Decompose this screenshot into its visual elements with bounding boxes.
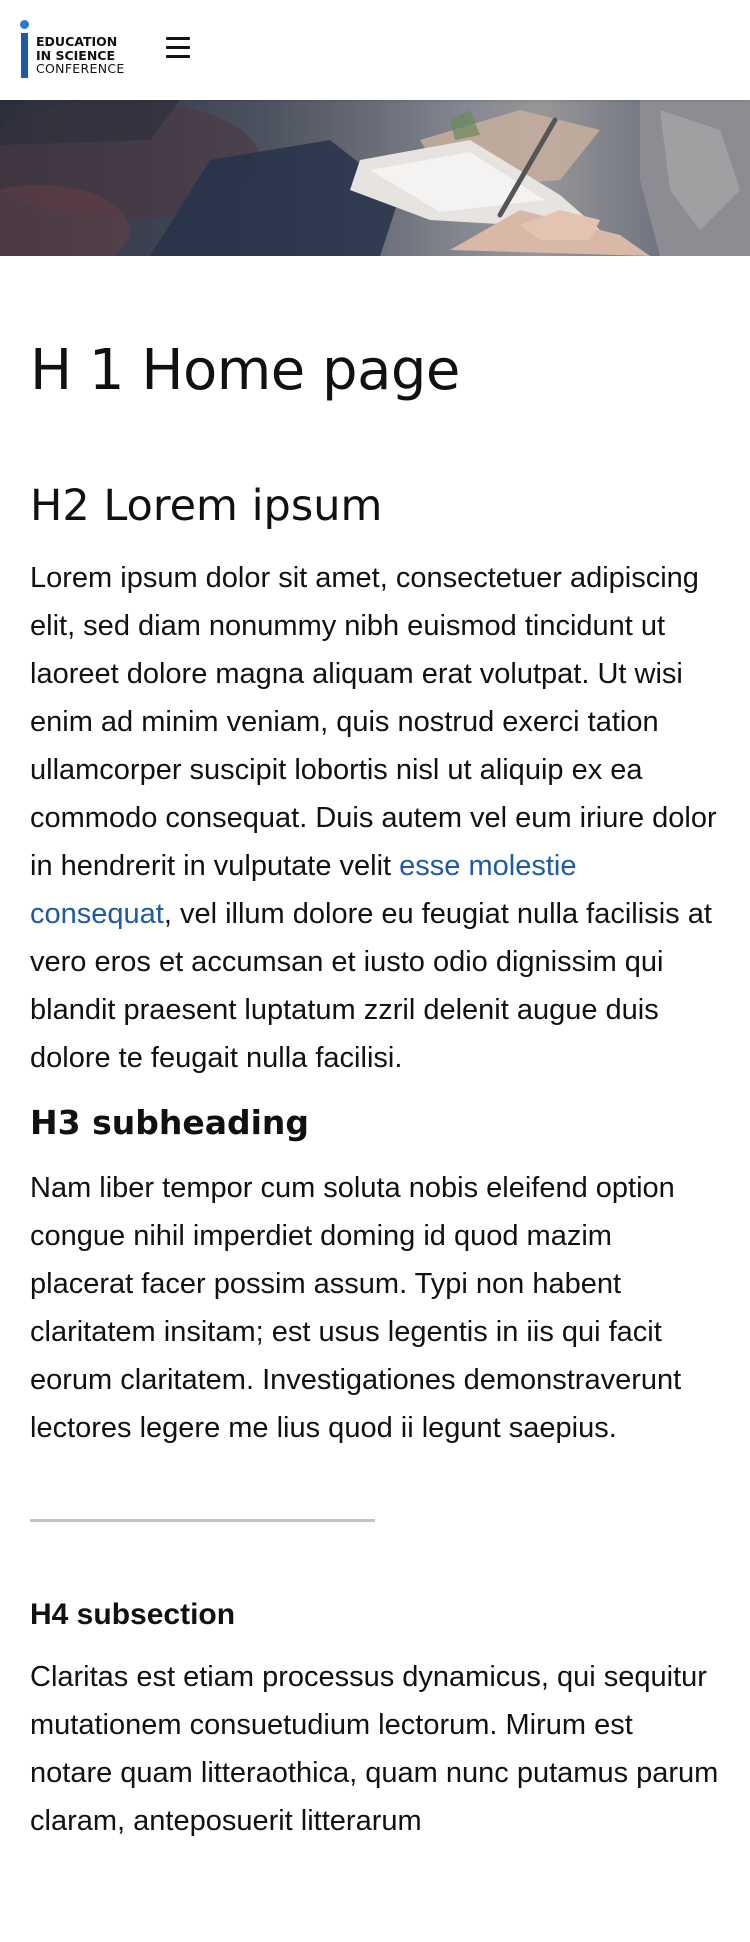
page-title: H 1 Home page	[30, 338, 460, 403]
intro-paragraph	[30, 554, 720, 1082]
section-divider	[30, 1519, 375, 1522]
intro-text-end: , vel illum dolore eu feugiat nulla facilisis at vero eros et accumsan et iusto odio dignissim qui blandit praesent luptatum zzril delenit augue duis dolore te feugait nulla facilisi.	[30, 898, 712, 1074]
menu-bar-bottom	[166, 55, 190, 58]
logo-wordmark	[36, 35, 125, 76]
menu-bar-middle	[166, 46, 190, 49]
subsection-paragraph: Claritas est etiam processus dynamicus, qui sequitur mutationem consuetudium lectorum. Mirum est notare quam litteraothica, quam nunc putamus parum claram, anteposuerit litterarum	[30, 1661, 719, 1837]
hero-illustration	[0, 100, 750, 256]
hero-image	[0, 100, 750, 256]
subsection-heading: H4 subsection	[30, 1598, 236, 1631]
hamburger-menu-icon[interactable]	[166, 37, 194, 61]
site-logo[interactable]	[20, 20, 125, 80]
subheading: H3 subheading	[30, 1103, 310, 1142]
menu-bar-top	[166, 37, 190, 40]
inline-link[interactable]: esse molestie consequat	[30, 850, 577, 930]
logo-line-education: EDUCATION	[36, 34, 118, 49]
logo-dot	[20, 20, 29, 29]
logo-i-icon	[20, 20, 28, 78]
section-heading: H2 Lorem ipsum	[30, 481, 383, 531]
logo-line-in-science: IN SCIENCE	[36, 47, 116, 63]
site-header	[0, 0, 750, 100]
main-content	[0, 256, 750, 1845]
logo-bar	[21, 33, 28, 78]
logo-line-conference: CONFERENCE	[36, 61, 125, 76]
intro-text-start: Lorem ipsum dolor sit amet, consectetuer adipiscing elit, sed diam nonummy nibh euismod tincidunt ut laoreet dolore magna aliquam erat volutpat. Ut wisi enim ad minim veniam, quis nostrud exerci tation ullamcorper suscipit lobortis nisl ut aliquip ex ea commodo consequat. Duis autem vel eum iriure dolor in hendrerit in vulputate velit	[30, 562, 717, 882]
subheading-paragraph: Nam liber tempor cum soluta nobis eleifend option congue nihil imperdiet doming id quod mazim placerat facer possim assum. Typi non habent claritatem insitam; est usus legentis in iis qui facit eorum claritatem. Investigationes demonstraverunt lectores legere me lius quod ii legunt saepius.	[30, 1172, 682, 1444]
